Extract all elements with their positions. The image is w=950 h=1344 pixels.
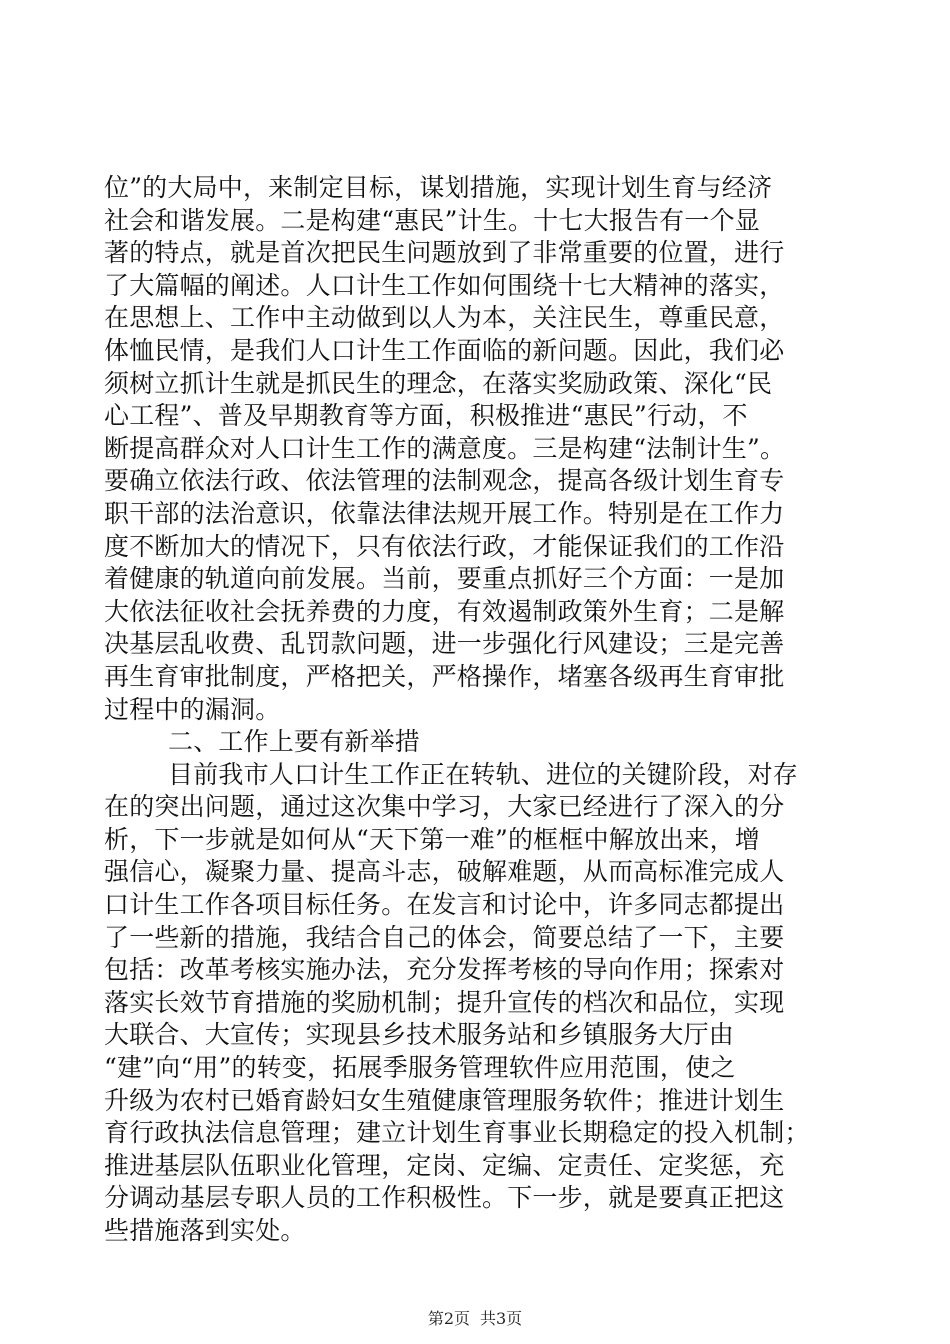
paragraph-first-line: 目前我市人口计生工作正在转轨、进位的关键阶段，对存 — [168, 759, 799, 789]
section-heading: 二、工作上要有新举措 — [168, 727, 421, 757]
text-line: 分调动基层专职人员的工作积极性。下一步，就是要真正把这 — [104, 1183, 785, 1213]
text-line: 体恤民情，是我们人口计生工作面临的新问题。因此，我们必 — [104, 335, 785, 365]
text-line: 推进基层队伍职业化管理，定岗、定编、定责任、定奖惩，充 — [104, 1150, 785, 1180]
text-line: 社会和谐发展。二是构建“惠民”计生。十七大报告有一个显 — [104, 205, 760, 235]
page-total: 共3页 — [480, 1309, 523, 1328]
text-line: 着健康的轨道向前发展。当前，要重点抓好三个方面：一是加 — [104, 564, 785, 594]
text-line: 过程中的漏洞。 — [104, 694, 281, 724]
text-line: 度不断加大的情况下，只有依法行政，才能保证我们的工作沿 — [104, 531, 785, 561]
page-footer — [0, 1306, 950, 1329]
text-line: 强信心，凝聚力量、提高斗志，破解难题，从而高标准完成人 — [104, 857, 785, 887]
text-line: 著的特点，就是首次把民生问题放到了非常重要的位置，进行 — [104, 238, 785, 268]
page-number: 第2页 — [427, 1309, 470, 1328]
text-line: 在思想上、工作中主动做到以人为本，关注民生，尊重民意， — [104, 303, 785, 333]
text-line: 位”的大局中，来制定目标，谋划措施，实现计划生育与经济 — [104, 173, 773, 202]
text-line: 了大篇幅的阐述。人口计生工作如何围绕十七大精神的落实， — [104, 270, 785, 300]
text-line: 些措施落到实处。 — [104, 1216, 306, 1245]
text-line: 大依法征收社会抚养费的力度，有效遏制政策外生育；二是解 — [104, 596, 785, 626]
text-line: 育行政执法信息管理；建立计划生育事业长期稳定的投入机制； — [104, 1118, 810, 1148]
text-line: 口计生工作各项目标任务。在发言和讨论中，许多同志都提出 — [104, 890, 785, 920]
text-line: 断提高群众对人口计生工作的满意度。三是构建“法制计生”。 — [104, 433, 786, 463]
document-body — [104, 172, 864, 1248]
text-line: 了一些新的措施，我结合自己的体会，简要总结了一下，主要 — [104, 922, 785, 952]
text-line: 心工程”、普及早期教育等方面，积极推进“惠民”行动，不 — [104, 401, 748, 431]
text-line: 落实长效节育措施的奖励机制；提升宣传的档次和品位，实现 — [104, 987, 785, 1017]
text-line: 升级为农村已婚育龄妇女生殖健康管理服务软件；推进计划生 — [104, 1085, 785, 1115]
text-line: 要确立依法行政、依法管理的法制观念，提高各级计划生育专 — [104, 466, 785, 496]
text-line: 析，下一步就是如何从“天下第一难”的框框中解放出来，增 — [104, 824, 760, 854]
text-line: 大联合、大宣传；实现县乡技术服务站和乡镇服务大厅由 — [104, 1020, 735, 1050]
text-line: 再生育审批制度，严格把关，严格操作，堵塞各级再生育审批 — [104, 661, 785, 691]
text-line: 在的突出问题，通过这次集中学习，大家已经进行了深入的分 — [104, 792, 785, 822]
text-line: 决基层乱收费、乱罚款问题，进一步强化行风建设；三是完善 — [104, 629, 785, 659]
text-line: 须树立抓计生就是抓民生的理念，在落实奖励政策、深化“民 — [104, 368, 773, 398]
text-line: 包括：改革考核实施办法，充分发挥考核的导向作用；探索对 — [104, 955, 785, 985]
text-line: “建”向“用”的转变，拓展季服务管理软件应用范围，使之 — [104, 1053, 736, 1083]
text-line: 职干部的法治意识，依靠法律法规开展工作。特别是在工作力 — [104, 498, 785, 528]
